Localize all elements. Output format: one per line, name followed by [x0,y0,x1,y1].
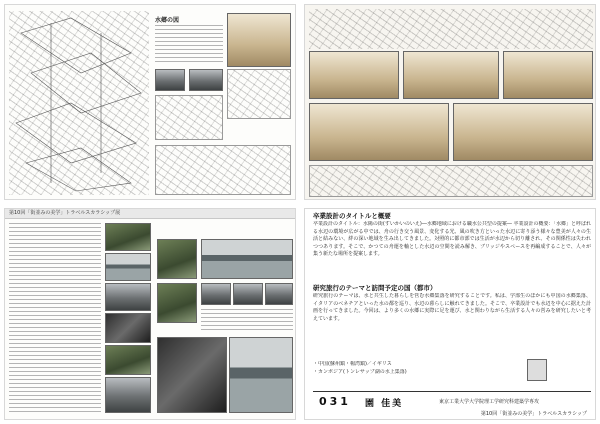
caption-text [201,309,293,333]
photo [189,69,223,91]
author-row [319,395,589,411]
site-photo [105,283,151,311]
perspective-rendering [403,51,499,99]
research-text: 研究旅行のテーマは、水と共生した暮らしを営む水郷集落を研究することです。私は、学部生のほかにも中国の水郷集落、イタリアのベネチアといった水の都を巡り、水辺の暮らしに触れてきました。そこで、卒業設計でも水辺を中心に据えた計画を行ってきました。今回は、より多くの水郷に実際に足を運び、水と関わりながら生活する人々の営みを研究したいと考えています。 [313,293,591,322]
site-photo [105,313,151,343]
sketch-drawing [227,69,291,119]
panel-title: 水郷の図 [155,17,180,24]
map-image [227,13,291,67]
site-photo [233,283,263,305]
destination-item: ・中国(蘇州鎮・楊湾鎮)／イギリス [313,361,392,367]
divider [313,391,591,392]
portrait-photo [527,359,547,381]
affiliation: 東京工業大学大学院理工学研究科建築学専攻 [439,399,540,405]
village-photo [157,337,227,413]
destination-item: ・カンボジア(トンレサップ湖の水上集落) [313,369,407,375]
aerial-photo [157,239,197,279]
panel-header: 第10回「街並みの美学」トラベルスカラシップ展 [5,209,295,219]
drawing-panel-top-left [4,4,296,200]
interior-rendering [453,103,593,161]
site-photo [105,253,151,281]
city-plan-sketch [11,13,147,193]
section-title-overview: 卒業設計のタイトルと概要 [313,212,391,220]
site-photo [265,283,293,305]
footer-label: 第10回「街並みの美学」トラベルスカラシップ [480,411,587,417]
site-photo [105,377,151,413]
description-board [304,208,596,420]
photo [155,69,185,91]
section-title-research: 研究旅行のテーマと訪問予定の国（都市） [313,284,437,292]
section-sketch [155,145,291,195]
overview-text: 卒業設計のタイトル：水陽の街(すいかいのいえ)―水郷地域における職水公共型の提案― 卒業設計の概要：「水郷」と呼ばれる水辺の環境が広がる中では、舟の行き交う風景、変化する光、風の吹き方といった水辺に寄り添う様々な豊美が人々の生活と結みない、絆の深い地域を生み出してきました。対照的に都市部では生活が水辺から切り離され、その関係性は失われつつあります。そこで、かつての舟運を軸とした水辺の空間を読み解き、ブリッジやスペースを再編成することで、人々が集う新たな場所を提案します。 [313,221,591,258]
entry-number: 031 [319,395,351,408]
site-photo [201,283,231,305]
interior-rendering [309,103,449,161]
canal-photo [229,337,293,413]
research-text-column [9,223,101,413]
aerial-photo [105,345,151,375]
rendering-panel-top-right [304,4,596,200]
canal-photo [201,239,293,279]
perspective-rendering [309,51,399,99]
perspective-rendering [503,51,593,99]
author-name: 園 佳美 [365,399,404,409]
text-block [155,25,223,65]
site-photo [105,223,151,251]
aerial-photo [157,283,197,323]
section-drawing [309,165,593,197]
elevation-drawing [309,9,593,49]
sketch-drawing [155,95,223,140]
photo-panel-bottom-left [4,208,296,420]
